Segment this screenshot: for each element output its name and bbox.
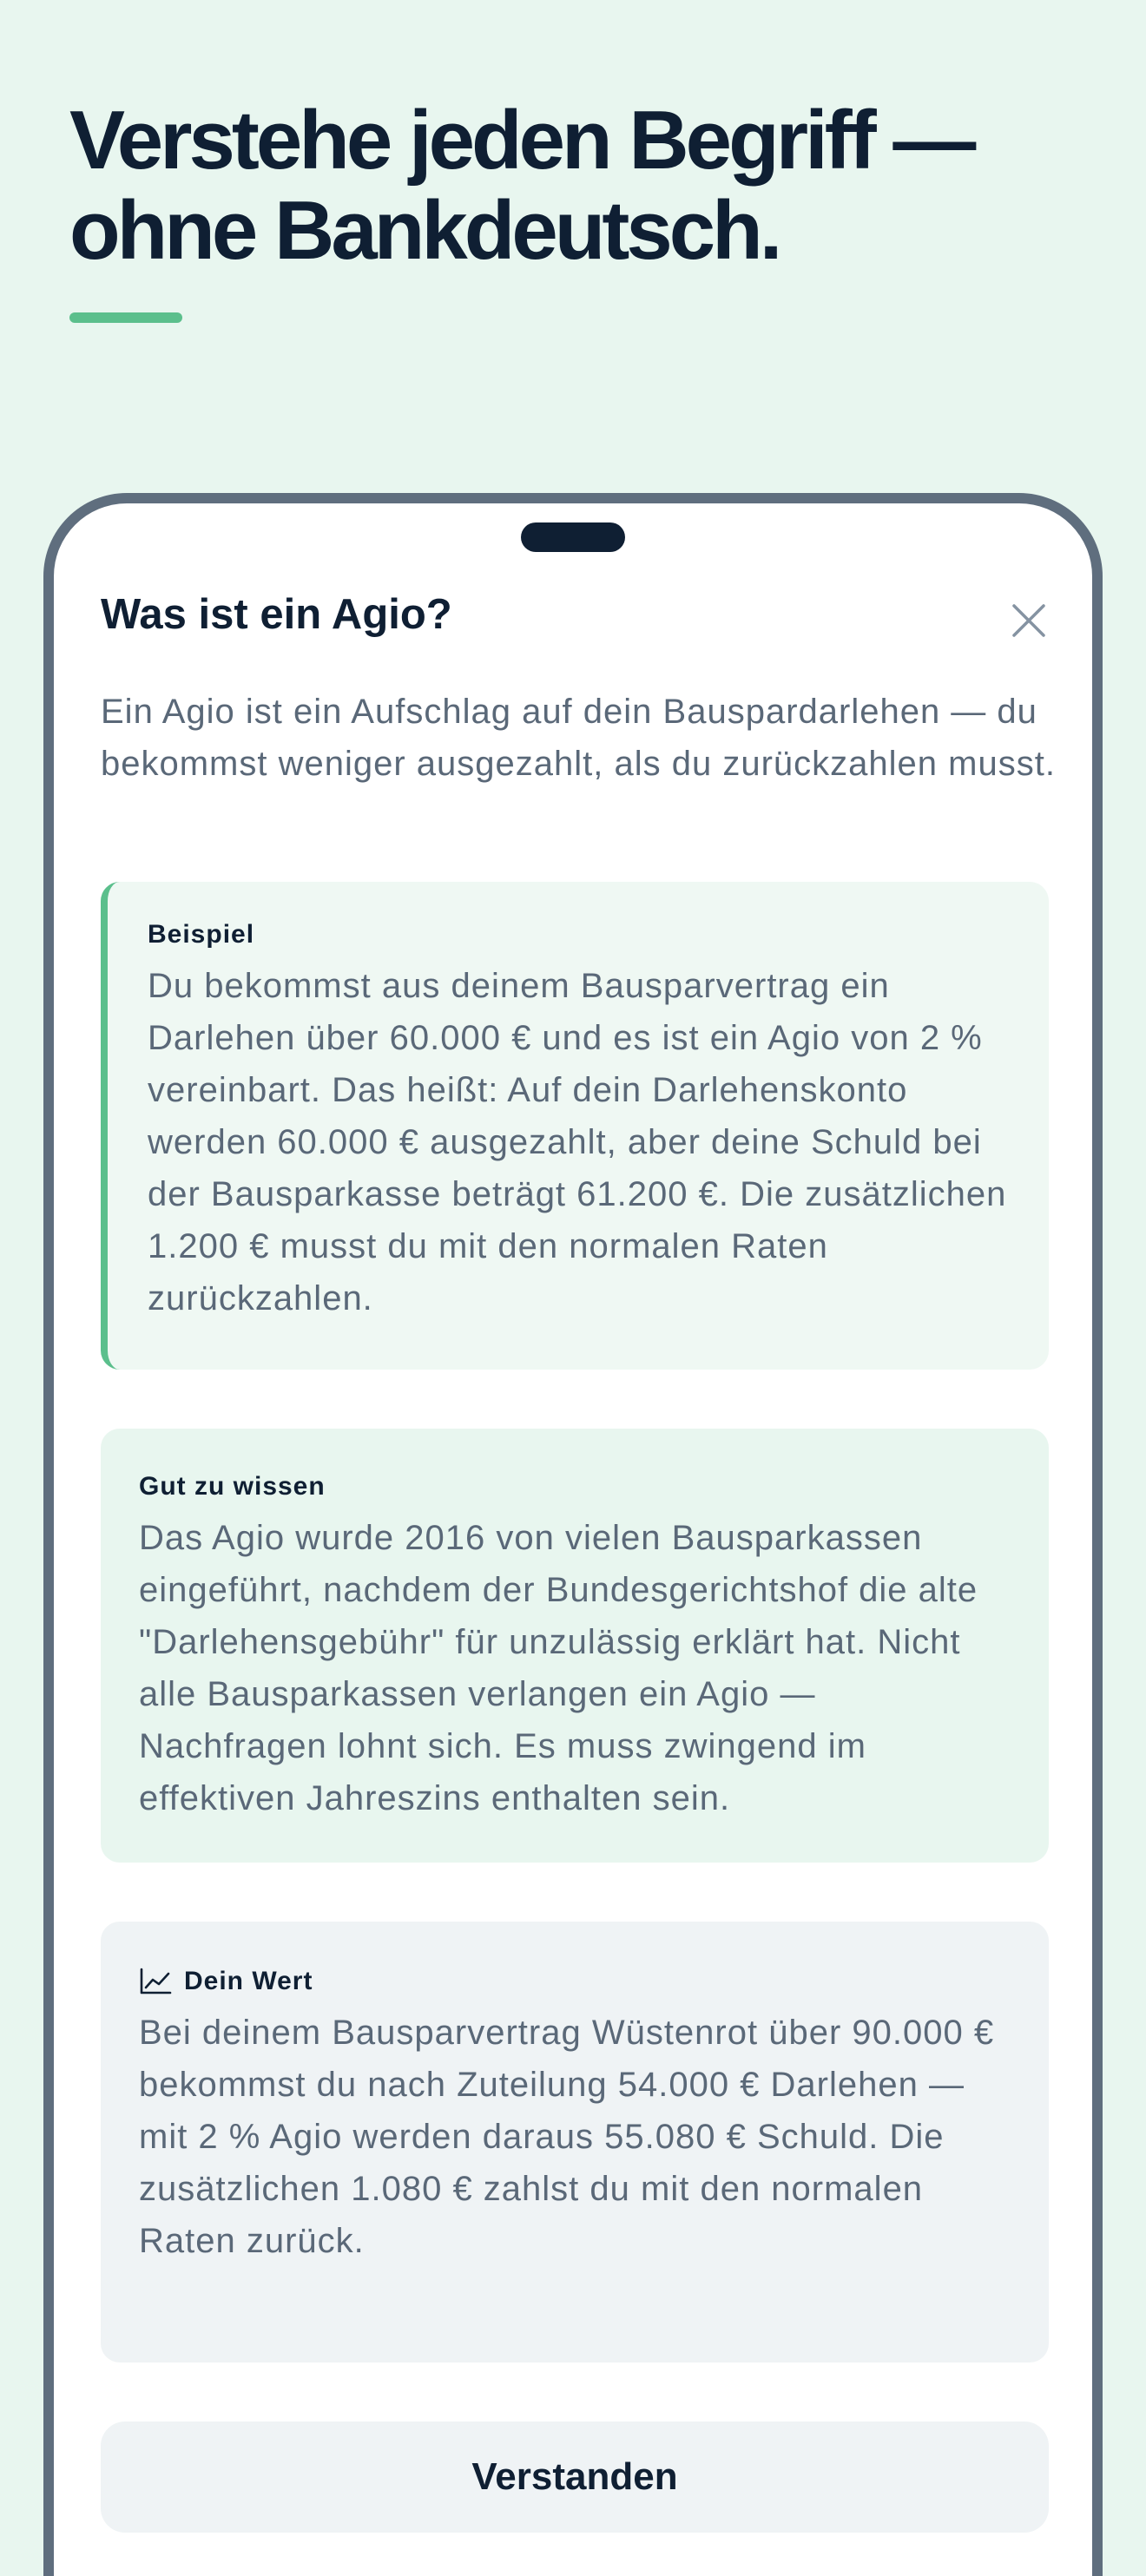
phone-frame (43, 493, 1103, 2576)
example-text: Du bekommst aus deinem Bausparvertrag ein Darlehen über 60.000 € und es ist ein Agio von 2 % vereinbart. Das heißt: Auf dein Darlehenskonto werden 60.000 € ausgezahlt, aber deine Schuld bei der Bausparkasse beträgt 61.200 €. Die zusätzlichen 1.200 € musst du mit den normalen Raten zurückzahlen. (148, 967, 1007, 1318)
understood-button[interactable]: Verstanden (101, 2422, 1049, 2533)
definition-text: Ein Agio ist ein Aufschlag auf dein Bauspardarlehen — du bekommst weniger ausgezahlt, als du zurückzahlen musst. (101, 693, 1056, 783)
page-headline (69, 95, 1077, 276)
your-value-label: Dein Wert (184, 1967, 313, 1995)
headline-accent-bar (69, 312, 182, 323)
headline-line-1: Verstehe jeden Begriff — (69, 94, 973, 187)
close-icon (1009, 601, 1049, 641)
line-chart-icon (139, 1968, 172, 1995)
good-to-know-label: Gut zu wissen (139, 1472, 326, 1501)
close-button[interactable] (1009, 601, 1049, 641)
example-label: Beispiel (148, 920, 255, 949)
headline-line-2: ohne Bankdeutsch. (69, 184, 780, 277)
phone-notch (521, 522, 625, 552)
example-card (101, 882, 1049, 1370)
good-to-know-card (101, 1429, 1049, 1863)
your-value-header (139, 1967, 1014, 1996)
your-value-text: Bei deinem Bausparvertrag Wüstenrot über 90.000 € bekommst du nach Zuteilung 54.000 € Darlehen — mit 2 % Agio werden daraus 55.080 € Schuld. Die zusätzlichen 1.080 € zahlst du mit den normalen Raten zurück. (139, 2014, 995, 2260)
your-value-card (101, 1922, 1049, 2362)
good-to-know-text: Das Agio wurde 2016 von vielen Bausparkassen eingeführt, nachdem der Bundesgerichtshof die alte "Darlehensgebühr" für unzulässig erklärt hat. Nicht alle Bausparkassen verlangen ein Agio — Nachfragen lohnt sich. Es muss zwingend im effektiven Jahreszins enthalten sein. (139, 1519, 978, 1817)
sheet-title: Was ist ein Agio? (101, 591, 452, 638)
